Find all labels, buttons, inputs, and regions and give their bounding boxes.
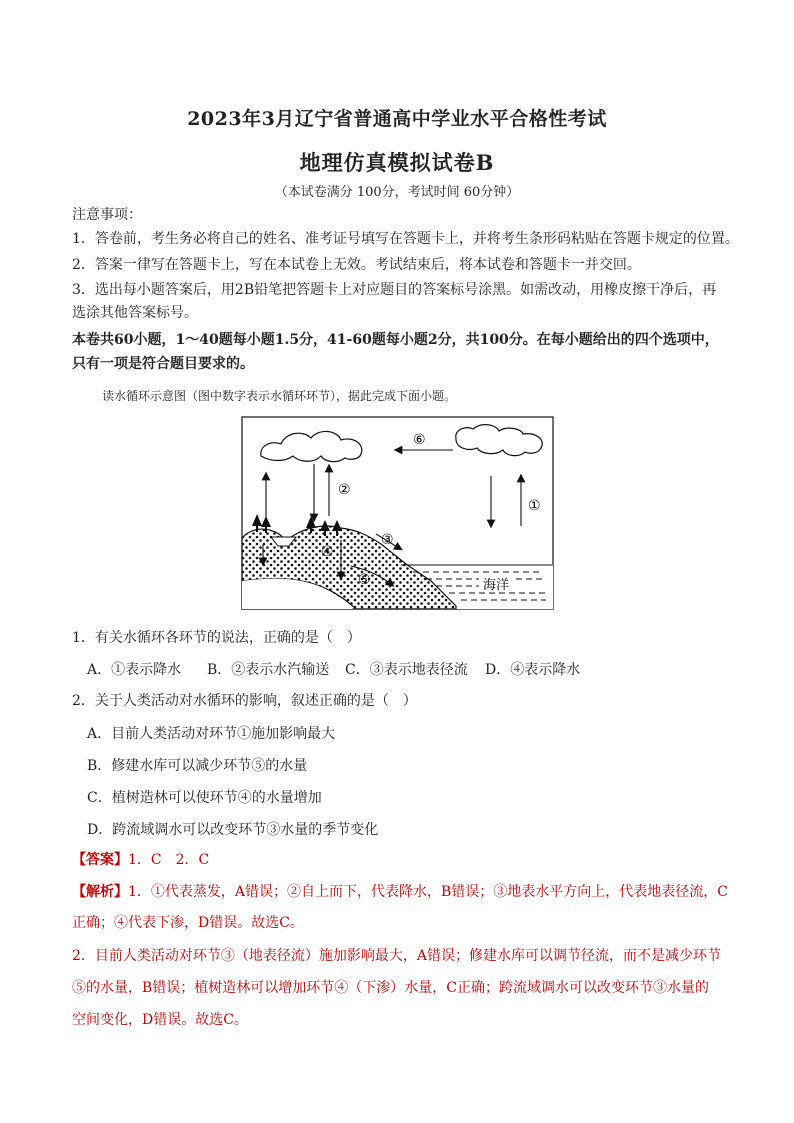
q1-option-d[interactable]: D．④表示降水 <box>485 662 581 678</box>
diagram-intro: 读水循环示意图（图中数字表示水循环环节），据此完成下面小题。 <box>102 389 457 403</box>
notice-item-3-line1: 3．选出每小题答案后，用2B铅笔把答题卡上对应题目的答案标号涂黑。如需改动，用橡皮擦干净后，再 <box>72 282 717 298</box>
label-1: ① <box>528 498 541 514</box>
exam-subtitle: 地理仿真模拟试卷B <box>299 150 495 175</box>
q1-option-a[interactable]: A．①表示降水 <box>87 662 182 678</box>
answer-block <box>72 850 209 870</box>
label-6: ⑥ <box>413 432 426 448</box>
q2-option-b[interactable]: B．修建水库可以减少环节⑤的水量 <box>87 758 308 774</box>
q1-stem: 1．有关水循环各环节的说法，正确的是（ ） <box>72 630 361 646</box>
label-ocean: 海洋 <box>483 577 510 592</box>
analysis-line2: 正确；④代表下渗，D错误。故选C。 <box>72 915 304 931</box>
label-2: ② <box>338 482 351 498</box>
answer-text: 1．C 2．C <box>128 852 210 868</box>
q1-option-b[interactable]: B．②表示水汽输送 <box>207 662 330 678</box>
notice-bold-line1: 本卷共60小题，1～40题每小题1.5分，41-60题每小题2分，共100分。在每小题给出的四个选项中， <box>72 332 719 348</box>
notice-bold-line2: 只有一项是符合题目要求的。 <box>72 356 254 372</box>
analysis-line3: 2．目前人类活动对环节③（地表径流）施加影响最大，A错误；修建水库可以调节径流，而不是减少环节 <box>72 948 722 964</box>
analysis-tag: 【解析】 <box>72 884 128 900</box>
exam-info: （本试卷满分 100分，考试时间 60分钟） <box>274 185 520 200</box>
label-4: ④ <box>321 544 334 560</box>
analysis-line5: 空间变化，D错误。故选C。 <box>72 1012 248 1028</box>
q2-option-c[interactable]: C．植树造林可以使环节④的水量增加 <box>87 790 322 806</box>
exam-title: 2023年3月辽宁省普通高中学业水平合格性考试 <box>187 108 607 130</box>
q2-option-a[interactable]: A．目前人类活动对环节①施加影响最大 <box>87 726 336 742</box>
notice-item-1: 1．答卷前，考生务必将自己的姓名、准考证号填写在答题卡上，并将考生条形码粘贴在答题卡规定的位置。 <box>72 231 739 247</box>
q2-option-d[interactable]: D．跨流域调水可以改变环节③水量的季节变化 <box>87 822 379 838</box>
notice-item-2: 2．答案一律写在答题卡上，写在本试卷上无效。考试结束后，将本试卷和答题卡一并交回。 <box>72 257 641 273</box>
analysis-line1 <box>72 882 728 902</box>
label-5: ⑤ <box>358 572 371 588</box>
notice-item-3-line2: 选涂其他答案标号。 <box>72 305 198 321</box>
answer-tag: 【答案】 <box>72 852 128 868</box>
analysis-line4: ⑤的水量，B错误；植树造林可以增加环节④（下渗）水量，C正确；跨流域调水可以改变环节③水量的 <box>72 980 709 996</box>
analysis-text-1: 1．①代表蒸发，A错误；②自上而下，代表降水，B错误；③地表水平方向上，代表地表径流，C <box>128 884 729 900</box>
water-cycle-diagram <box>241 416 554 610</box>
q1-option-c[interactable]: C．③表示地表径流 <box>345 662 468 678</box>
label-3: ③ <box>381 532 394 548</box>
notice-heading: 注意事项： <box>72 207 142 223</box>
q2-stem: 2．关于人类活动对水循环的影响，叙述正确的是（ ） <box>72 693 417 709</box>
